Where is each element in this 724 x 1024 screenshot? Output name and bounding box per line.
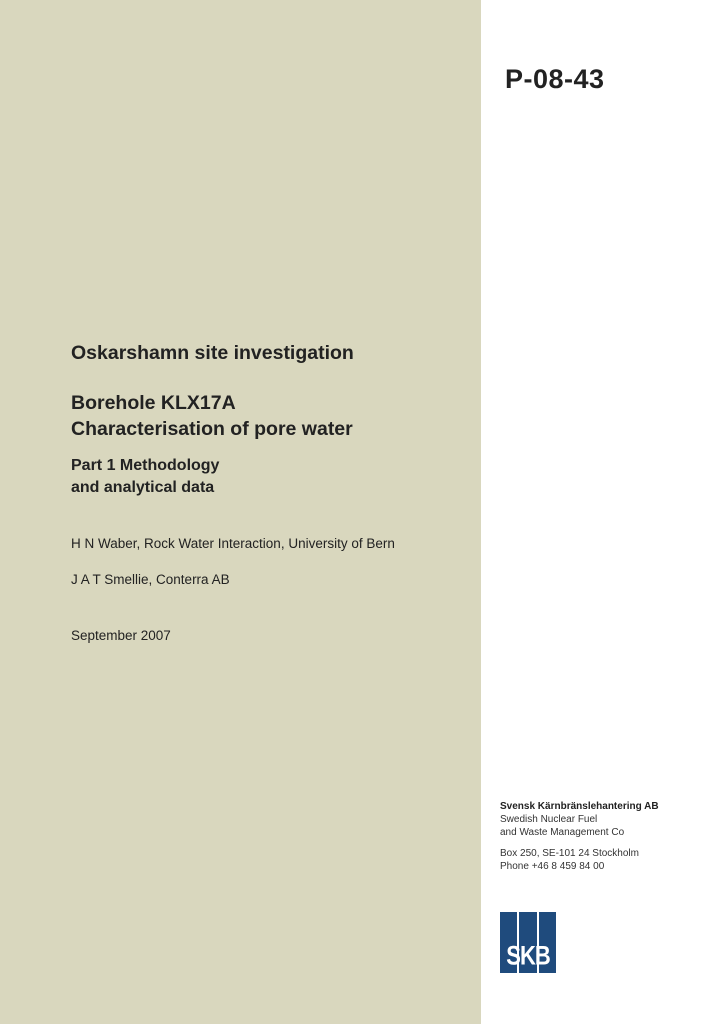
author: J A T Smellie, Conterra AB <box>71 572 230 587</box>
publisher-name: Svensk Kärnbränslehantering AB <box>500 801 659 812</box>
title-line: Borehole KLX17A <box>71 392 236 414</box>
title-line: Characterisation of pore water <box>71 418 353 440</box>
report-number: P-08-43 <box>505 64 605 94</box>
report-title <box>71 390 353 442</box>
logo-text: SKB <box>506 940 550 971</box>
series-title: Oskarshamn site investigation <box>71 342 354 364</box>
publisher-address: Box 250, SE-101 24 Stockholm <box>500 848 639 859</box>
skb-logo <box>500 912 556 973</box>
subtitle-line: Part 1 Methodology <box>71 457 220 474</box>
subtitle-line: and analytical data <box>71 479 215 496</box>
report-subtitle <box>71 455 219 499</box>
publisher-name-en: Swedish Nuclear Fuel <box>500 814 598 825</box>
publisher-info <box>500 800 659 881</box>
publication-date: September 2007 <box>71 628 171 643</box>
publisher-name-en: and Waste Management Co <box>500 827 625 838</box>
author: H N Waber, Rock Water Interaction, University of Bern <box>71 536 395 551</box>
publisher-phone: Phone +46 8 459 84 00 <box>500 861 605 872</box>
